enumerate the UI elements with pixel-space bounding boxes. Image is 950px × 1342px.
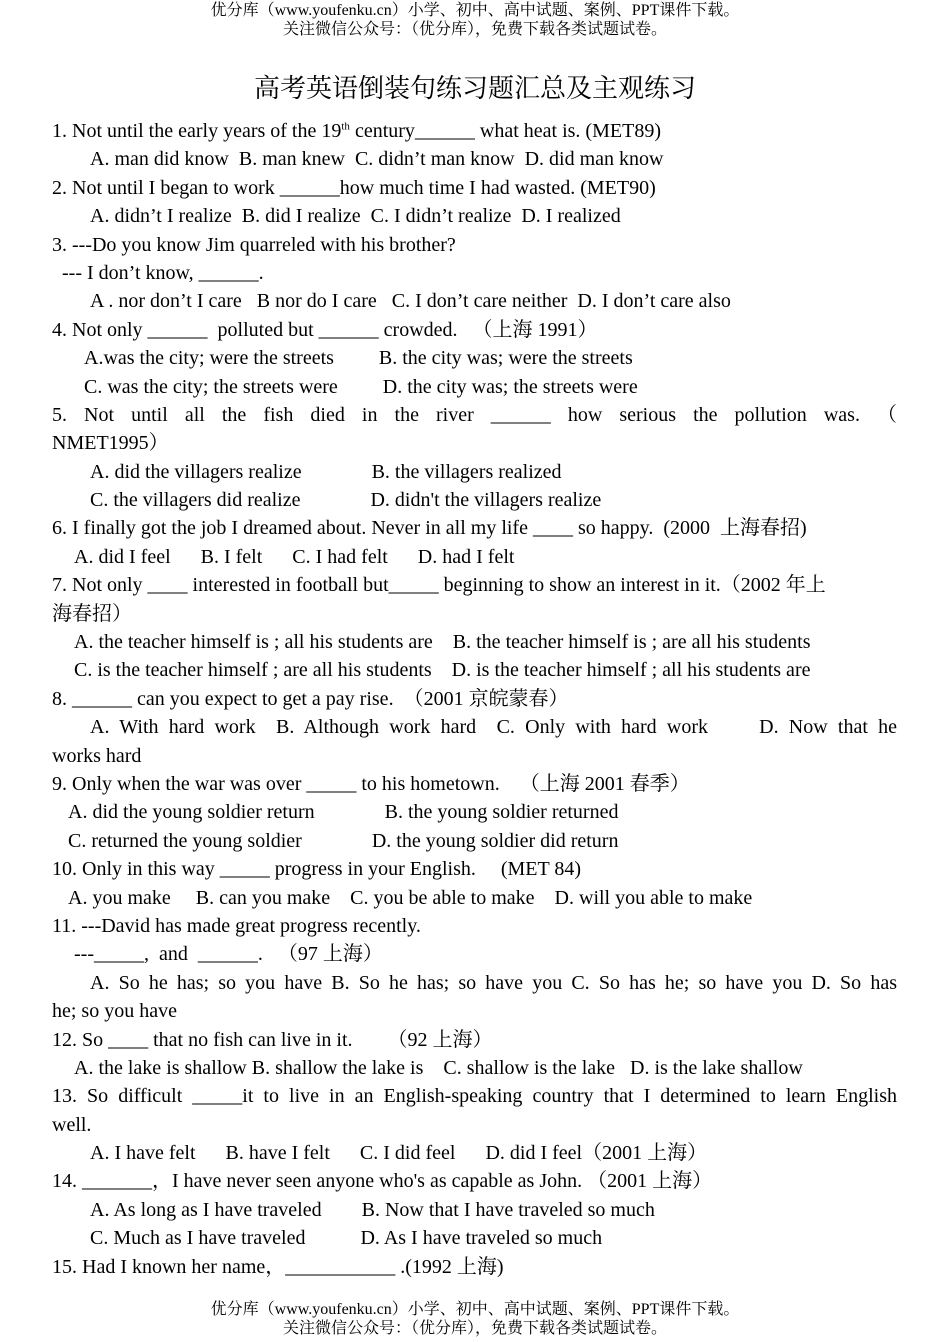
question-11-stem: 11. ---David has made great progress recently. xyxy=(52,914,421,937)
question-7-stem: 7. Not only ____ interested in football but_____ beginning to show an interest in it.（2002 年上 xyxy=(52,574,826,597)
question-8-stem: 8. ______ can you expect to get a pay rise. （2001 京皖蒙春） xyxy=(52,687,569,710)
question-9-options-cd: C. returned the young soldier D. the young soldier did return xyxy=(68,829,619,852)
question-5-stem-cont: NMET1995） xyxy=(52,432,169,455)
question-10-stem: 10. Only in this way _____ progress in your English. (MET 84) xyxy=(52,858,582,881)
question-7-options-cd: C. is the teacher himself ; are all his students D. is the teacher himself ; all his students are xyxy=(74,659,811,682)
page-footer xyxy=(0,1300,950,1338)
question-11-reply: ---_____, and ______. （97 上海） xyxy=(74,943,383,966)
question-3-options: A . nor don’t I care B nor do I care C. I don’t care neither D. I don’t care also xyxy=(90,290,731,313)
question-12-options: A. the lake is shallow B. shallow the lake is C. shallow is the lake D. is the lake shallow xyxy=(74,1056,803,1079)
page-title: 高考英语倒装句练习题汇总及主观练习 xyxy=(253,74,696,103)
question-2-stem: 2. Not until I began to work ______how much time I had wasted. (MET90) xyxy=(52,176,656,199)
question-13-options: A. I have felt B. have I felt C. I did feel D. did I feel（2001 上海） xyxy=(90,1142,708,1165)
question-13-stem: 13. So difficult _____it to live in an English-speaking country that I determined to learn English xyxy=(52,1085,897,1108)
question-1-options: A. man did know B. man knew C. didn’t man know D. did man know xyxy=(90,148,664,171)
question-11-options-cont: he; so you have xyxy=(52,1000,177,1023)
question-4-options-ab: A.was the city; were the streets B. the city was; were the streets xyxy=(84,347,633,370)
question-10-options: A. you make B. can you make C. you be able to make D. will you able to make xyxy=(68,886,753,909)
question-9-options-ab: A. did the young soldier return B. the young soldier returned xyxy=(68,801,619,824)
question-4-options-cd: C. was the city; the streets were D. the city was; the streets were xyxy=(84,375,638,398)
question-6-options: A. did I feel B. I felt C. I had felt D. had I felt xyxy=(74,545,515,568)
question-8-options-cont: works hard xyxy=(52,744,142,767)
question-4-stem: 4. Not only ______ polluted but ______ crowded. （上海 1991） xyxy=(52,318,598,341)
question-5-options-ab: A. did the villagers realize B. the villagers realized xyxy=(90,460,562,483)
question-8-options: A. With hard work B. Although work hard C. Only with hard work D. Now that he xyxy=(90,716,897,739)
question-3-reply: --- I don’t know, ______. xyxy=(62,261,264,284)
exercise-list xyxy=(52,117,897,1281)
header-line-2: 关注微信公众号：（优分库），免费下载各类试题试卷。 xyxy=(282,21,667,38)
footer-line-2: 关注微信公众号：（优分库），免费下载各类试题试卷。 xyxy=(282,1320,667,1337)
question-14-options-ab: A. As long as I have traveled B. Now that I have traveled so much xyxy=(90,1198,655,1221)
question-11-options: A. So he has; so you have B. So he has; so have you C. So has he; so have you D. So has xyxy=(90,971,897,994)
page-header xyxy=(0,1,950,39)
footer-line-1: 优分库（www.youfenku.cn）小学、初中、高中试题、案例、PPT课件下载。 xyxy=(210,1301,740,1318)
question-9-stem: 9. Only when the war was over _____ to his hometown. （上海 2001 春季） xyxy=(52,772,690,795)
question-15-stem: 15. Had I known her name，___________ .(1992 上海) xyxy=(52,1255,504,1278)
question-7-options-ab: A. the teacher himself is ; all his students are B. the teacher himself is ; are all his students xyxy=(74,631,811,654)
question-5-options-cd: C. the villagers did realize D. didn't the villagers realize xyxy=(90,489,602,512)
question-5-stem: 5. Not until all the fish died in the river ______ how serious the pollution was. （ xyxy=(52,403,897,426)
question-13-stem-cont: well. xyxy=(52,1113,92,1136)
question-14-options-cd: C. Much as I have traveled D. As I have traveled so much xyxy=(90,1227,603,1250)
question-6-stem: 6. I finally got the job I dreamed about. Never in all my life ____ so happy. (2000 上海春招) xyxy=(52,517,807,540)
question-2-options: A. didn’t I realize B. did I realize C. I didn’t realize D. I realized xyxy=(90,205,621,228)
question-1-stem: 1. Not until the early years of the 19th century______ what heat is. (MET89) xyxy=(52,120,661,142)
question-7-stem-cont: 海春招） xyxy=(52,602,132,625)
question-12-stem: 12. So ____ that no fish can live in it. （92 上海） xyxy=(52,1028,493,1051)
question-14-stem: 14. _______，I have never seen anyone who's as capable as John. （2001 上海） xyxy=(52,1170,713,1193)
question-3-stem: 3. ---Do you know Jim quarreled with his brother? xyxy=(52,233,456,256)
header-line-1: 优分库（www.youfenku.cn）小学、初中、高中试题、案例、PPT课件下载。 xyxy=(210,2,740,19)
